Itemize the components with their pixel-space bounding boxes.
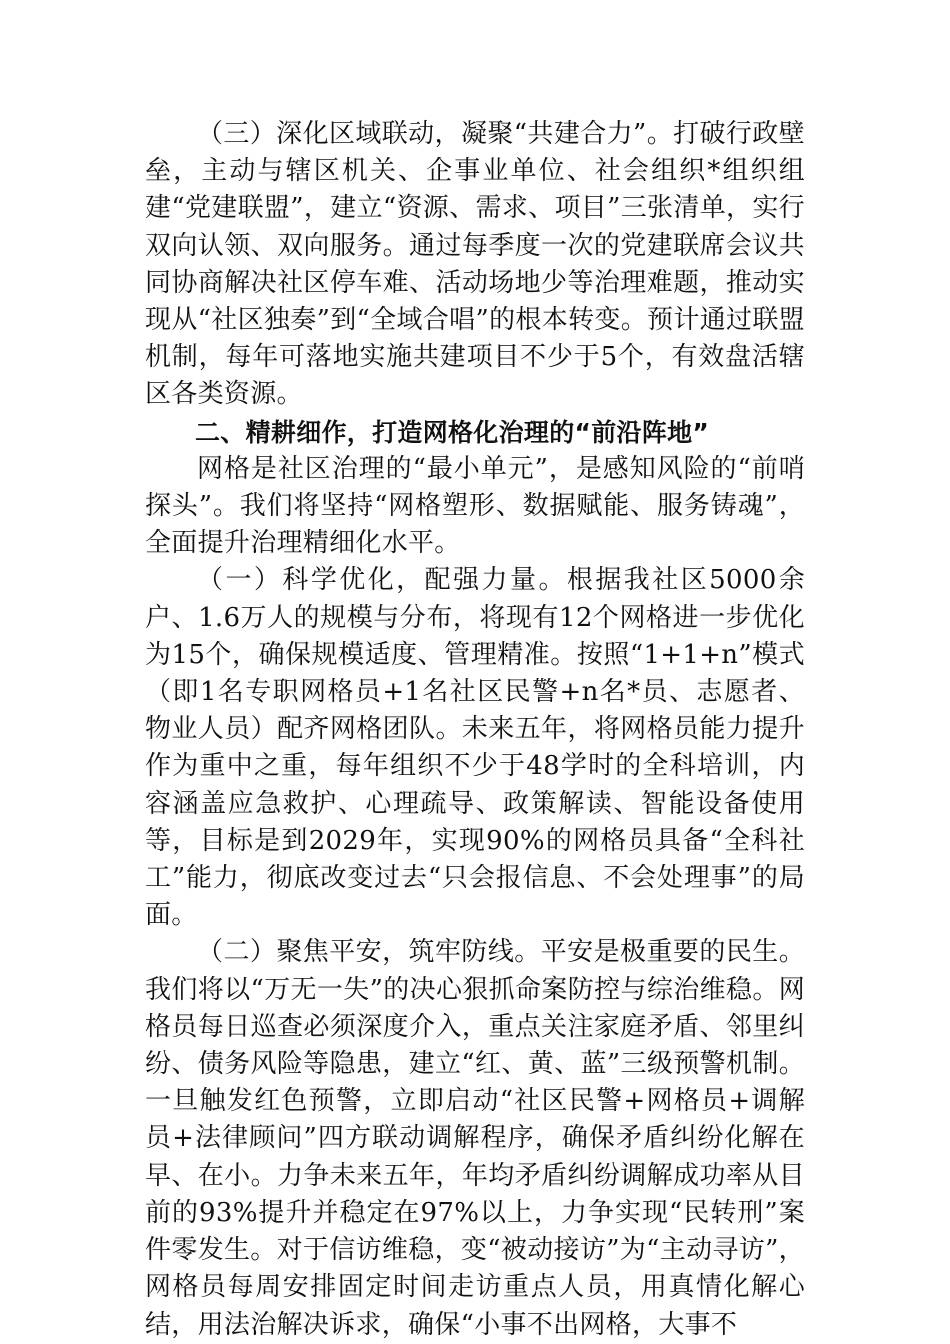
paragraph-grid-intro: 网格是社区治理的“最小单元”，是感知风险的“前哨探头”。我们将坚持“网格塑形、数据赋能、服务铸魂”，全面提升治理精细化水平。 bbox=[145, 453, 805, 559]
paragraph-safety-defense: （二）聚焦平安，筑牢防线。平安是极重要的民生。我们将以“万无一失”的决心狠抓命案防控与综治维稳。网格员每日巡查必须深度介入，重点关注家庭矛盾、邻里纠纷、债务风险等隐患，建立“红、黄、蓝”三级预警机制。一旦触发红色预警，立即启动“社区民警+网格员+调解员+法律顾问”四方联动调解程序，确保矛盾纠纷化解在早、在小。力争未来五年，年均矛盾纠纷调解成功率从目前的93%提升并稳定在97%以上，力争实现“民转刑”案件零发生。对于信访维稳，变“被动接访”为“主动寻访”，网格员每周安排固定时间走访重点人员，用真情化解心结，用法治解决诉求，确保“小事不出网格，大事不 bbox=[145, 937, 805, 1340]
paragraph-optimize-strength: （一）科学优化，配强力量。根据我社区5000余户、1.6万人的规模与分布，将现有12个网格进一步优化为15个，确保规模适度、管理精准。按照“1+1+n”模式（即1名专职网格员+1名社区民警+n名*员、志愿者、物业人员）配齐网格团队。未来五年，将网格员能力提升作为重中之重，每年组织不少于48学时的全科培训，内容涵盖应急救护、心理疏导、政策解读、智能设备使用等，目标是到2029年，实现90%的网格员具备“全科社工”能力，彻底改变过去“只会报信息、不会处理事”的局面。 bbox=[145, 565, 805, 931]
paragraph-regional-linkage: （三）深化区域联动，凝聚“共建合力”。打破行政壁垒，主动与辖区机关、企事业单位、社会组织*组织组建“党建联盟”，建立“资源、需求、项目”三张清单，实行双向认领、双向服务。通过每季度一次的党建联席会议共同协商解决社区停车难、活动场地少等治理难题，推动实现从“社区独奏”到“全域合唱”的根本转变。预计通过联盟机制，每年可落地实施共建项目不少于5个，有效盘活辖区各类资源。 bbox=[145, 119, 805, 410]
section-heading-grid-governance: 二、精耕细作，打造网格化治理的“前沿阵地” bbox=[195, 417, 710, 447]
document-page bbox=[145, 116, 805, 1344]
